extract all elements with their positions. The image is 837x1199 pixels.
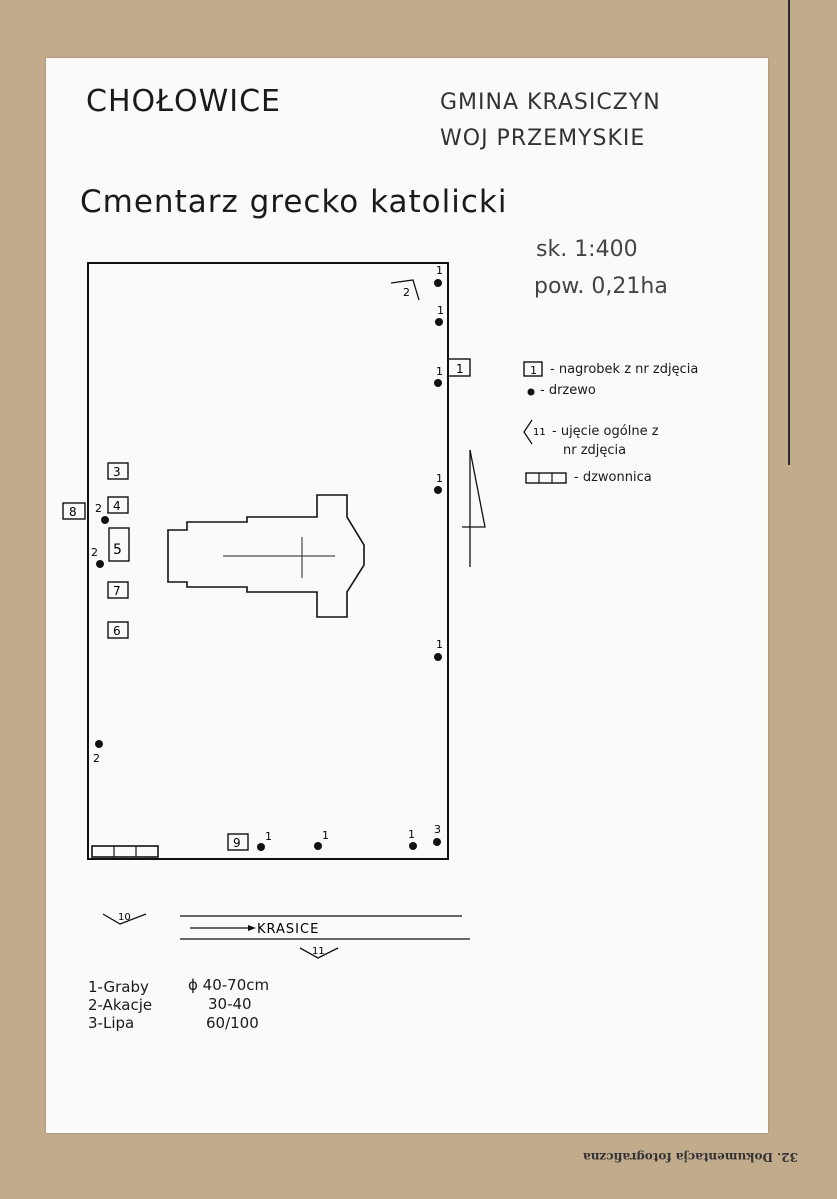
tombstone-marker bbox=[108, 463, 128, 479]
legend-belfry-symbol bbox=[526, 473, 566, 483]
svg-text:9: 9 bbox=[233, 836, 241, 850]
svg-text:1: 1 bbox=[436, 264, 443, 277]
svg-text:8: 8 bbox=[69, 505, 77, 519]
cemetery-boundary bbox=[88, 263, 448, 859]
tree bbox=[93, 740, 103, 765]
svg-text:11: 11 bbox=[533, 427, 546, 438]
species-size: 60/100 bbox=[206, 1014, 259, 1032]
tree bbox=[257, 830, 272, 851]
svg-text:1: 1 bbox=[408, 828, 415, 841]
svg-text:7: 7 bbox=[113, 584, 121, 598]
tree bbox=[434, 264, 443, 287]
tree bbox=[91, 546, 104, 568]
tombstone-marker bbox=[108, 582, 128, 598]
legend-tombstone-label: - nagrobek z nr zdjęcia bbox=[550, 362, 699, 377]
species-label: 2-Akacje bbox=[88, 996, 153, 1014]
tree bbox=[314, 829, 329, 850]
map-area: pow. 0,21ha bbox=[534, 274, 668, 299]
species-size: 30-40 bbox=[208, 995, 252, 1013]
svg-text:1: 1 bbox=[436, 472, 443, 485]
svg-text:2: 2 bbox=[91, 546, 98, 559]
tree bbox=[434, 638, 443, 661]
svg-text:1: 1 bbox=[436, 365, 443, 378]
road bbox=[180, 916, 470, 939]
svg-text:2: 2 bbox=[95, 502, 102, 515]
page-caption: 32. Dokumentacja fotograficzna bbox=[582, 1150, 798, 1164]
svg-text:4: 4 bbox=[113, 499, 121, 513]
svg-text:1: 1 bbox=[265, 830, 272, 843]
svg-text:2: 2 bbox=[93, 752, 100, 765]
tombstone-marker bbox=[448, 359, 470, 376]
map-scale: sk. 1:400 bbox=[536, 237, 638, 262]
species-label: 3-Lipa bbox=[88, 1014, 135, 1032]
north-arrow-icon bbox=[462, 450, 485, 567]
svg-text:1: 1 bbox=[530, 364, 537, 377]
svg-text:1: 1 bbox=[456, 362, 464, 376]
village-name: CHOŁOWICE bbox=[86, 84, 282, 119]
svg-text:11: 11 bbox=[312, 946, 325, 957]
province-name: WOJ PRZEMYSKIE bbox=[440, 126, 646, 151]
legend-tree-symbol bbox=[528, 389, 535, 396]
svg-text:2: 2 bbox=[403, 286, 410, 299]
tree bbox=[408, 828, 417, 850]
belfry bbox=[92, 846, 158, 857]
legend-tree-label: - drzewo bbox=[540, 383, 596, 398]
tree bbox=[433, 823, 441, 846]
svg-text:1: 1 bbox=[436, 638, 443, 651]
legend-view-label-2: nr zdjęcia bbox=[563, 443, 627, 458]
svg-text:1: 1 bbox=[322, 829, 329, 842]
svg-text:10: 10 bbox=[118, 912, 131, 923]
tree bbox=[434, 365, 443, 387]
svg-text:3: 3 bbox=[434, 823, 441, 836]
legend-view-label: - ujęcie ogólne z bbox=[552, 424, 659, 439]
svg-text:5: 5 bbox=[113, 542, 122, 558]
tombstone-marker bbox=[63, 503, 85, 519]
tree bbox=[435, 304, 444, 326]
tombstone-marker bbox=[109, 528, 129, 561]
svg-text:KRASICE: KRASICE bbox=[257, 922, 320, 937]
legend-tombstone-symbol bbox=[524, 362, 542, 377]
tombstone-marker bbox=[108, 622, 128, 638]
tree bbox=[434, 472, 443, 494]
svg-text:6: 6 bbox=[113, 624, 121, 638]
view-marker bbox=[391, 280, 419, 300]
view-marker bbox=[103, 912, 146, 924]
svg-text:1: 1 bbox=[437, 304, 444, 317]
legend-view-symbol bbox=[524, 420, 546, 444]
map-title: Cmentarz grecko katolicki bbox=[80, 184, 508, 220]
legend-belfry-label: - dzwonnica bbox=[574, 470, 652, 485]
species-label: 1-Graby bbox=[88, 978, 149, 996]
commune-name: GMINA KRASICZYN bbox=[440, 90, 661, 115]
tombstone-marker bbox=[108, 497, 128, 513]
tombstone-marker bbox=[228, 834, 248, 850]
svg-text:3: 3 bbox=[113, 465, 121, 479]
tree bbox=[95, 502, 109, 524]
species-size: ϕ 40-70cm bbox=[188, 976, 270, 994]
view-marker bbox=[300, 946, 338, 958]
